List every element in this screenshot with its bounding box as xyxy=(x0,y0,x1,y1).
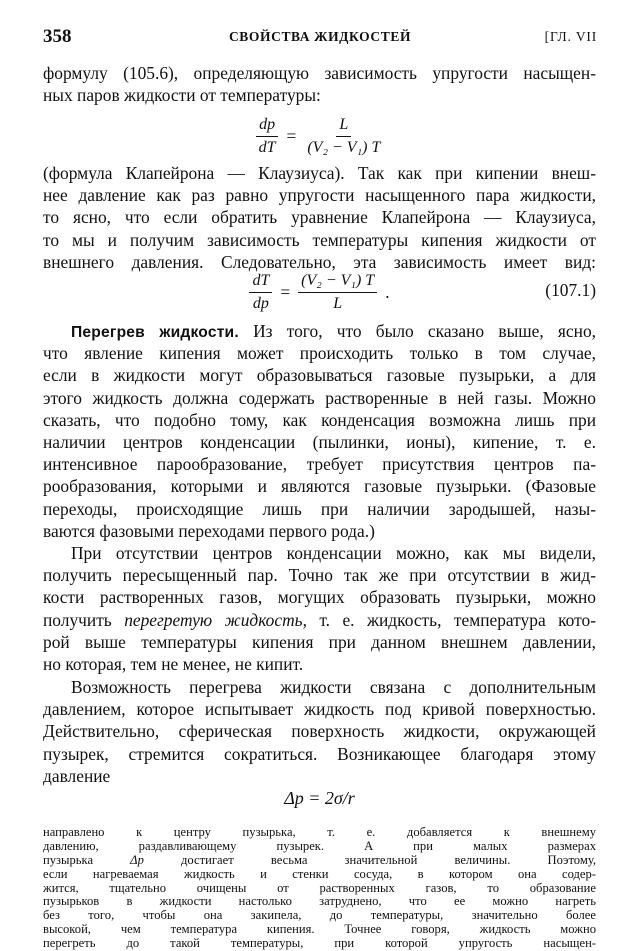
text-line: если в жидкости могут образовываться газовые пузырьки, а для xyxy=(43,365,596,386)
fraction-rhs: $\frac{L}{\text{(V₂ − V₁) T}}$ xyxy=(307,115,381,156)
text-line: Действительно, сферическая поверхность жидкости, окружающей xyxy=(43,721,596,742)
text-line: давлением, которое испытывает жидкость под кривой поверхностью. xyxy=(43,699,596,720)
equation-number: (107.1) xyxy=(545,280,596,300)
text-line: давление xyxy=(43,765,111,786)
text-line: этого жидкость должна содержать растворенные в ней газы. Можно xyxy=(43,387,596,408)
text-line: направлено к центру пузырька, т. е. добавляется к внешнему xyxy=(43,826,596,839)
page-number: 358 xyxy=(43,26,72,47)
text-line: но которая, тем не менее, не кипит. xyxy=(43,653,304,674)
text-line: рообразования, которыми и являются газовые пузырьки. (Фазовые xyxy=(43,476,596,497)
paragraph-pressure xyxy=(43,676,596,787)
text-line: (формула Клапейрона — Клаузиуса). Так как при кипении внеш- xyxy=(43,163,596,183)
page-header xyxy=(43,26,597,50)
text-line: жится, тщательно очищены от растворенных газов, то образование xyxy=(43,881,596,895)
text-line: интенсивное парообразование, требует присутствия центров па- xyxy=(43,454,596,475)
text-line: Перегрев жидкости. Из того, что было сказано выше, ясно, xyxy=(71,321,596,341)
running-title: СВОЙСТВА ЖИДКОСТЕЙ xyxy=(228,29,412,44)
paragraph-superheating xyxy=(43,320,596,542)
text-line: ваются фазовыми переходами первого рода.) xyxy=(43,520,375,541)
fraction-rhs: $\frac{\text{(V₂ − V₁) T}}{L}$ xyxy=(298,271,377,314)
paragraph-clapeyron xyxy=(43,162,596,273)
text-line: сказать, что подобно тому, как конденсация возможна лишь при xyxy=(43,409,596,430)
text-line: При отсутствии центров конденсации можно, как мы видели, xyxy=(71,543,596,563)
text-line: ных паров жидкости от температуры: xyxy=(43,85,321,106)
emphasis-term: Δp xyxy=(130,853,144,867)
equation-clapeyron: $\frac{dp}{dT}$ = $\frac{L}{\text{(V₂ − V₁) T}}$ xyxy=(43,112,596,160)
text-line: кости растворенных газов, могущих образовать пузырьки, можно xyxy=(43,587,596,608)
emphasis-term: перегретую жидкость, xyxy=(124,609,307,630)
text-line: рой выше температуры кипения при данном внешнем давлении, xyxy=(43,631,596,652)
text-line: перегреть до такой температуры, при которой упругость насыщен- xyxy=(43,937,596,951)
text-line: давлению, раздавливающему пузырек. А при малых размерах xyxy=(43,839,596,853)
intro-text xyxy=(43,62,596,106)
text-line: если нагреваемая жидкость и стенки сосуда, в котором она содер- xyxy=(43,867,596,881)
text-line: нее давление как раз равно упругости насыщенного пара жидкости, xyxy=(43,185,596,206)
text-line: получить пересыщенный пар. Точно так же при отсутствии в жид- xyxy=(43,565,596,586)
paragraph-supersaturated xyxy=(43,542,596,675)
text-line: внешнего давления. Следовательно, эта зависимость имеет вид: xyxy=(43,251,596,272)
paragraph-conclusion xyxy=(43,826,596,951)
chapter-mark: [ГЛ. VII xyxy=(544,29,597,44)
text-line: пузырька Δp достигает весьма значительной величины. Поэтому, xyxy=(43,853,596,867)
text-line: пузырьков в жидкости настолько затруднено, что ее можно нагреть xyxy=(43,895,596,909)
text-line: получить перегретую жидкость, т. е. жидкость, температура кото- xyxy=(43,609,596,630)
text-line: то мы и получим зависимость температуры кипения жидкости от xyxy=(43,229,596,250)
text-line: Возможность перегрева жидкости связана с дополнительным xyxy=(71,677,596,697)
fraction-lhs: $\frac{dT}{dp}$ xyxy=(249,271,272,314)
text-line: то ясно, что если обратить уравнение Клапейрона — Клаузиуса, xyxy=(43,207,596,228)
text-line: наличии центров конденсации (пылинки, ионы), кипение, т. е. xyxy=(43,431,596,452)
text-line: переходы, происходящие лишь при наличии зародышей, назы- xyxy=(43,498,596,519)
equation-laplace: Δp = 2σ/r xyxy=(284,788,355,808)
section-heading: Перегрев жидкости. xyxy=(71,324,239,341)
text-line: высокой, чем температура кипения. Точнее говоря, жидкость можно xyxy=(43,923,596,937)
text-line: что явление кипения может происходить только в том случае, xyxy=(43,343,596,364)
fraction-lhs: $\frac{dp}{dT}$ xyxy=(256,115,279,158)
text-line: без того, чтобы она закипела, до температуры, значительно более xyxy=(43,909,596,923)
equation-107-1: $\frac{dT}{dp}$ = $\frac{\text{(V₂ − V₁) T}}{L}$ . (107.1) xyxy=(43,268,596,316)
text-line: формулу (105.6), определяющую зависимость упругости насыщен- xyxy=(43,63,596,83)
text-line: пузырек, стремится сократиться. Возникающее благодаря этому xyxy=(43,743,596,764)
